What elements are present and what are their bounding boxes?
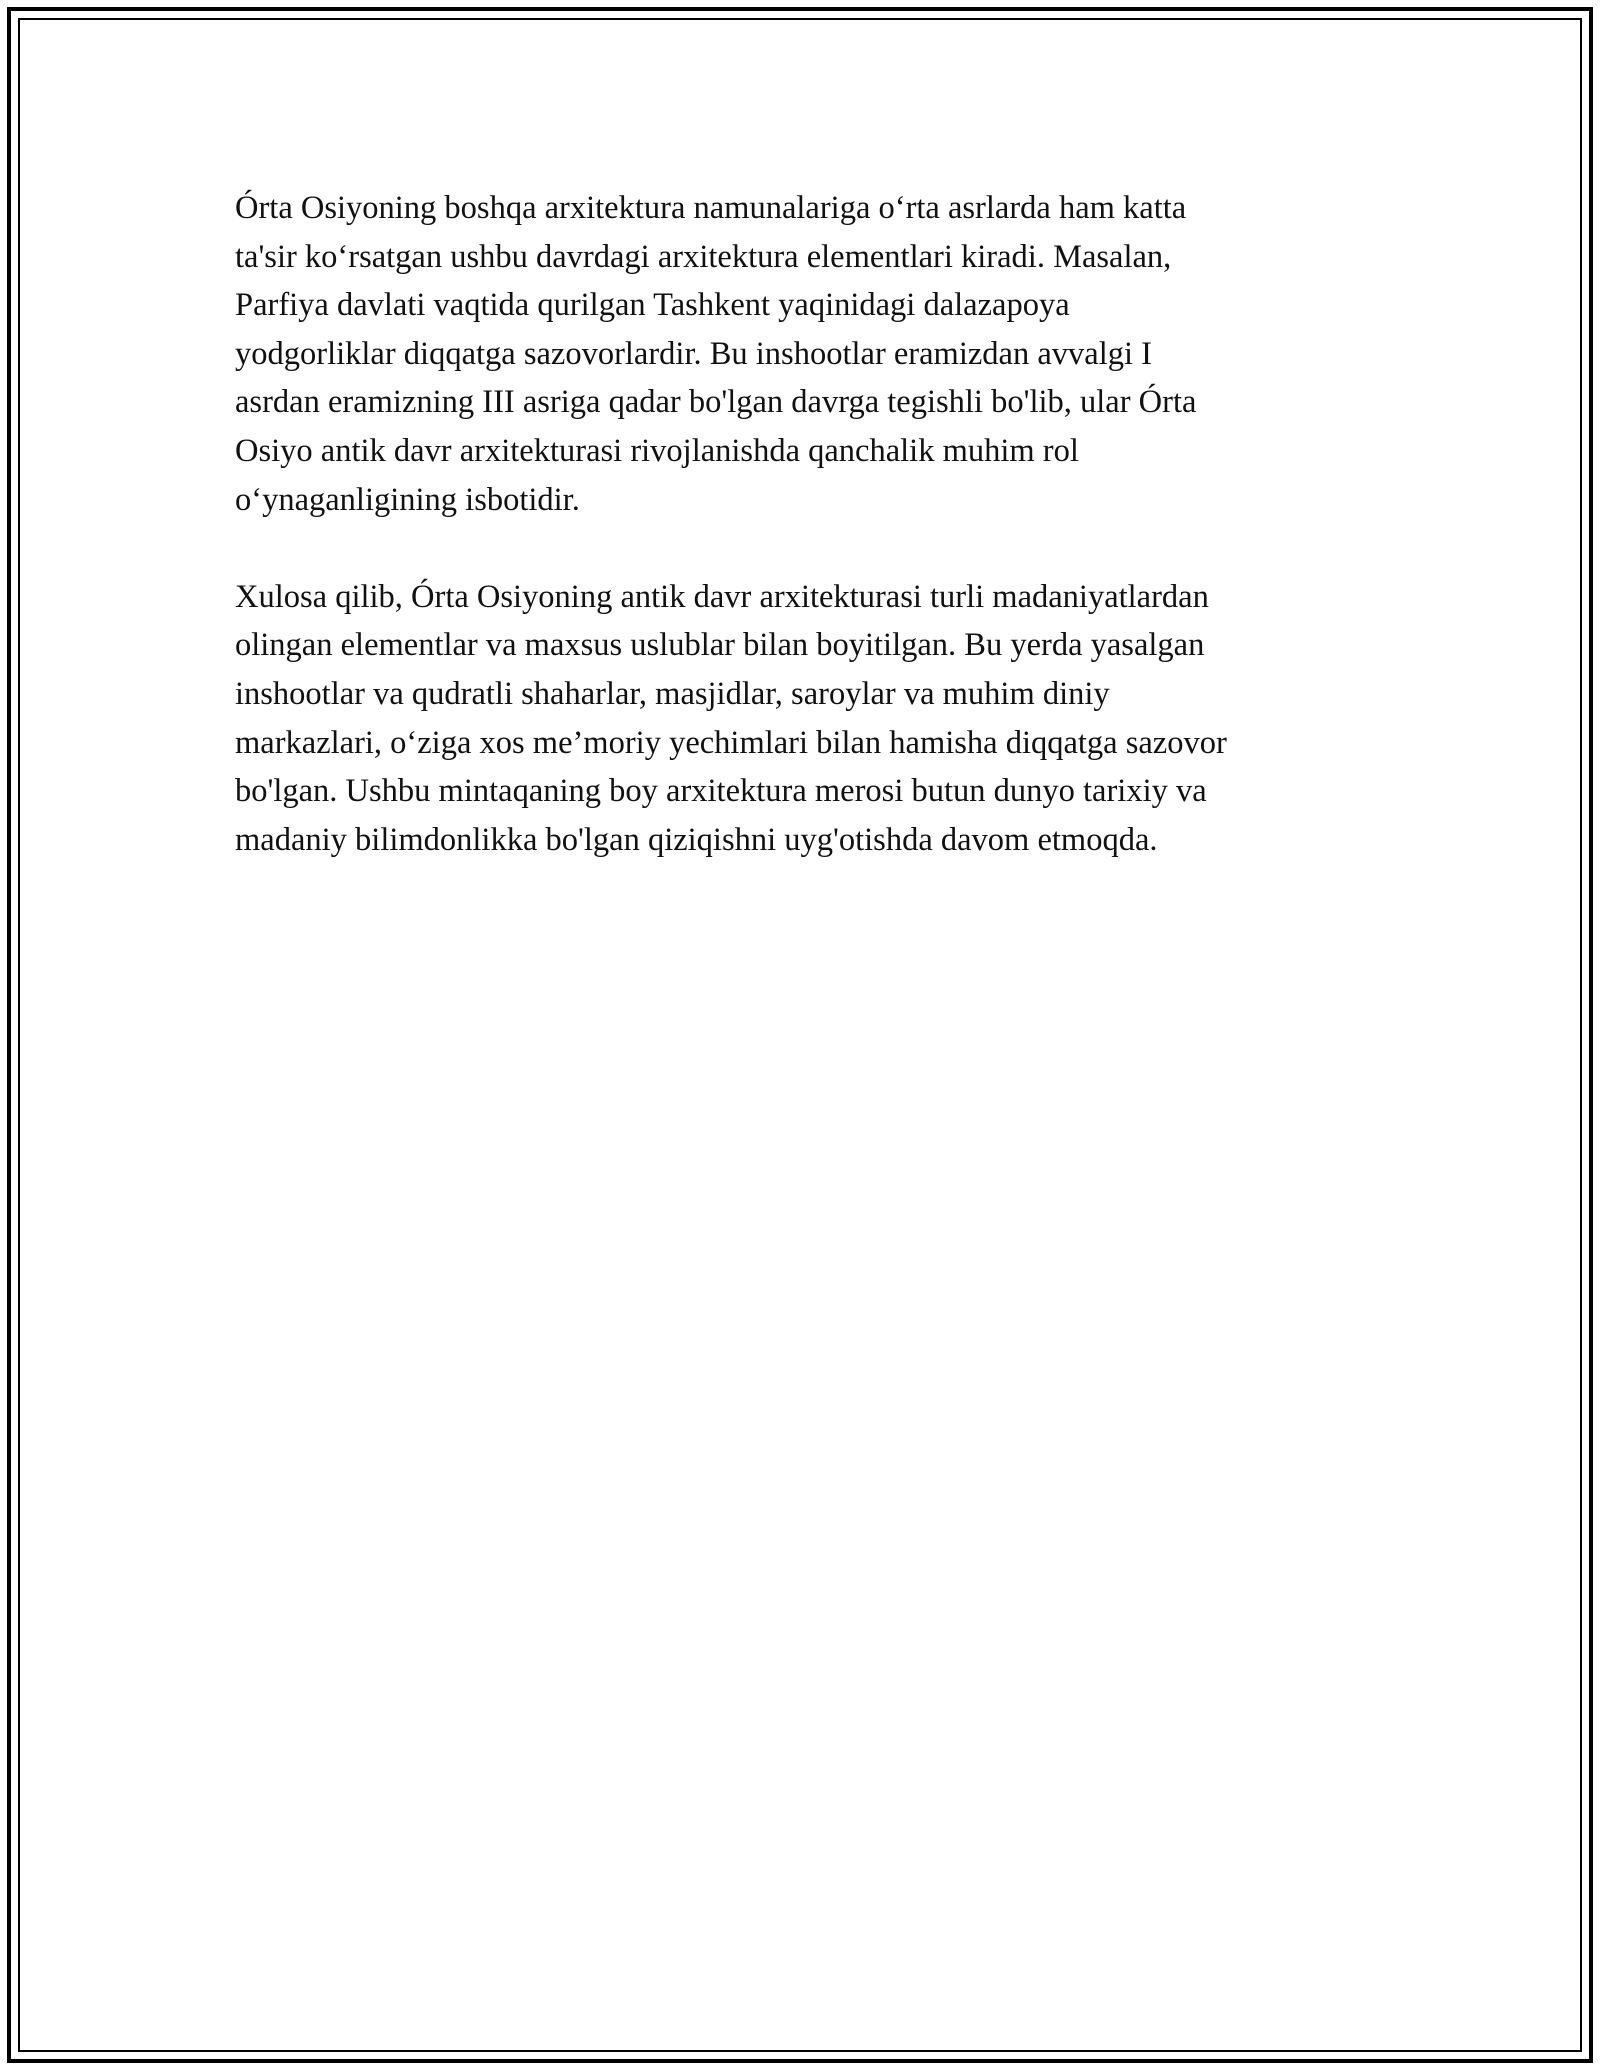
paragraph-line: Parfiya davlati vaqtida qurilgan Tashkent yaqinidagi dalazapoya [235,287,1070,324]
paragraph-line: bo'lgan. Ushbu mintaqaning boy arxitektura merosi butun dunyo tarixiy va [235,773,1207,810]
paragraph-line: Órta Osiyoning boshqa arxitektura namunalariga o‘rta asrlarda ham katta [235,190,1187,226]
paragraph-line: Xulosa qilib, Órta Osiyoning antik davr arxitekturasi turli madaniyatlardan [235,578,1209,615]
paragraph-line: ta'sir ko‘rsatgan ushbu davrdagi arxitektura elementlari kiradi. Masalan, [235,238,1172,275]
paragraph-line: markazlari, o‘ziga xos me’moriy yechimlari bilan hamisha diqqatga sazovor [235,724,1227,761]
document-body [235,184,1385,864]
paragraph-line: madaniy bilimdonlikka bo'lgan qiziqishni uyg'otishda davom etmoqda. [235,821,1158,858]
paragraph-line: asrdan eramizning III asriga qadar bo'lgan davrga tegishli bo'lib, ular Órta [235,384,1197,421]
paragraph-line: olingan elementlar va maxsus uslublar bilan boyitilgan. Bu yerda yasalgan [235,627,1205,664]
paragraph-line: inshootlar va qudratli shaharlar, masjidlar, saroylar va muhim diniy [235,675,1110,712]
paragraph-1 [235,184,1385,524]
paragraph-2 [235,573,1385,865]
paragraph-line: Osiyo antik davr arxitekturasi rivojlanishda qanchalik muhim rol [235,432,1079,469]
paragraph-line: yodgorliklar diqqatga sazovorlardir. Bu inshootlar eramizdan avvalgi I [235,335,1152,372]
paragraph-line: o‘ynaganligining isbotidir. [235,481,580,518]
